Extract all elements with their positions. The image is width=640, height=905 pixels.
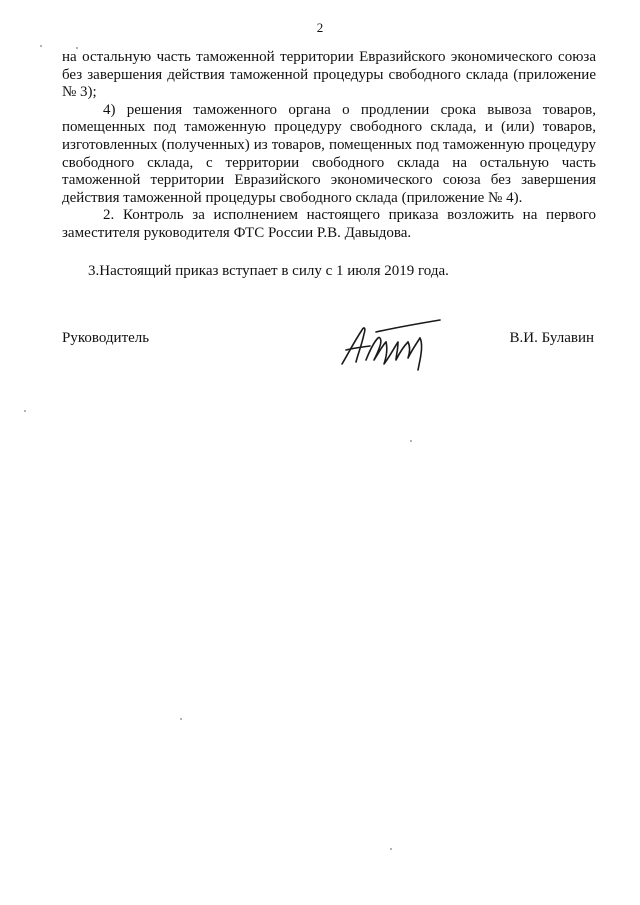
scan-speck [410,440,412,442]
signatory-position: Руководитель [62,330,150,346]
scan-speck [40,45,42,47]
handwritten-signature [336,316,446,372]
signatory-name: В.И. Булавин [509,330,594,346]
document-body [62,49,596,280]
paragraph-control-clause: 2. Контроль за исполнением настоящего приказа возложить на первого заместителя руководителя ФТС России Р.В. Давыдова. [62,207,596,241]
scan-speck [76,47,78,49]
paragraph-effective-date: 3.Настоящий приказ вступает в силу с 1 июля 2019 года. [88,262,449,279]
scan-speck [180,718,182,720]
page-number: 2 [316,20,324,35]
paragraph-annex-3-continuation: на остальную часть таможенной территории Евразийского экономического союза без завершения действия таможенной процедуры свободного склада (приложение № 3); [62,49,596,101]
scan-speck [24,410,26,412]
scan-speck [390,848,392,850]
paragraph-item-4: 4) решения таможенного органа о продлении срока вывоза товаров, помещенных под таможенную процедуру свободного склада, и (или) товаров, изготовленных (полученных) из товаров, помещенных под таможенную процедуру свободного склада, с территории свободного склада на остальную часть таможенной территории Евразийского экономического союза без завершения действия таможенной процедуры свободного склада (приложение № 4). [62,101,596,206]
